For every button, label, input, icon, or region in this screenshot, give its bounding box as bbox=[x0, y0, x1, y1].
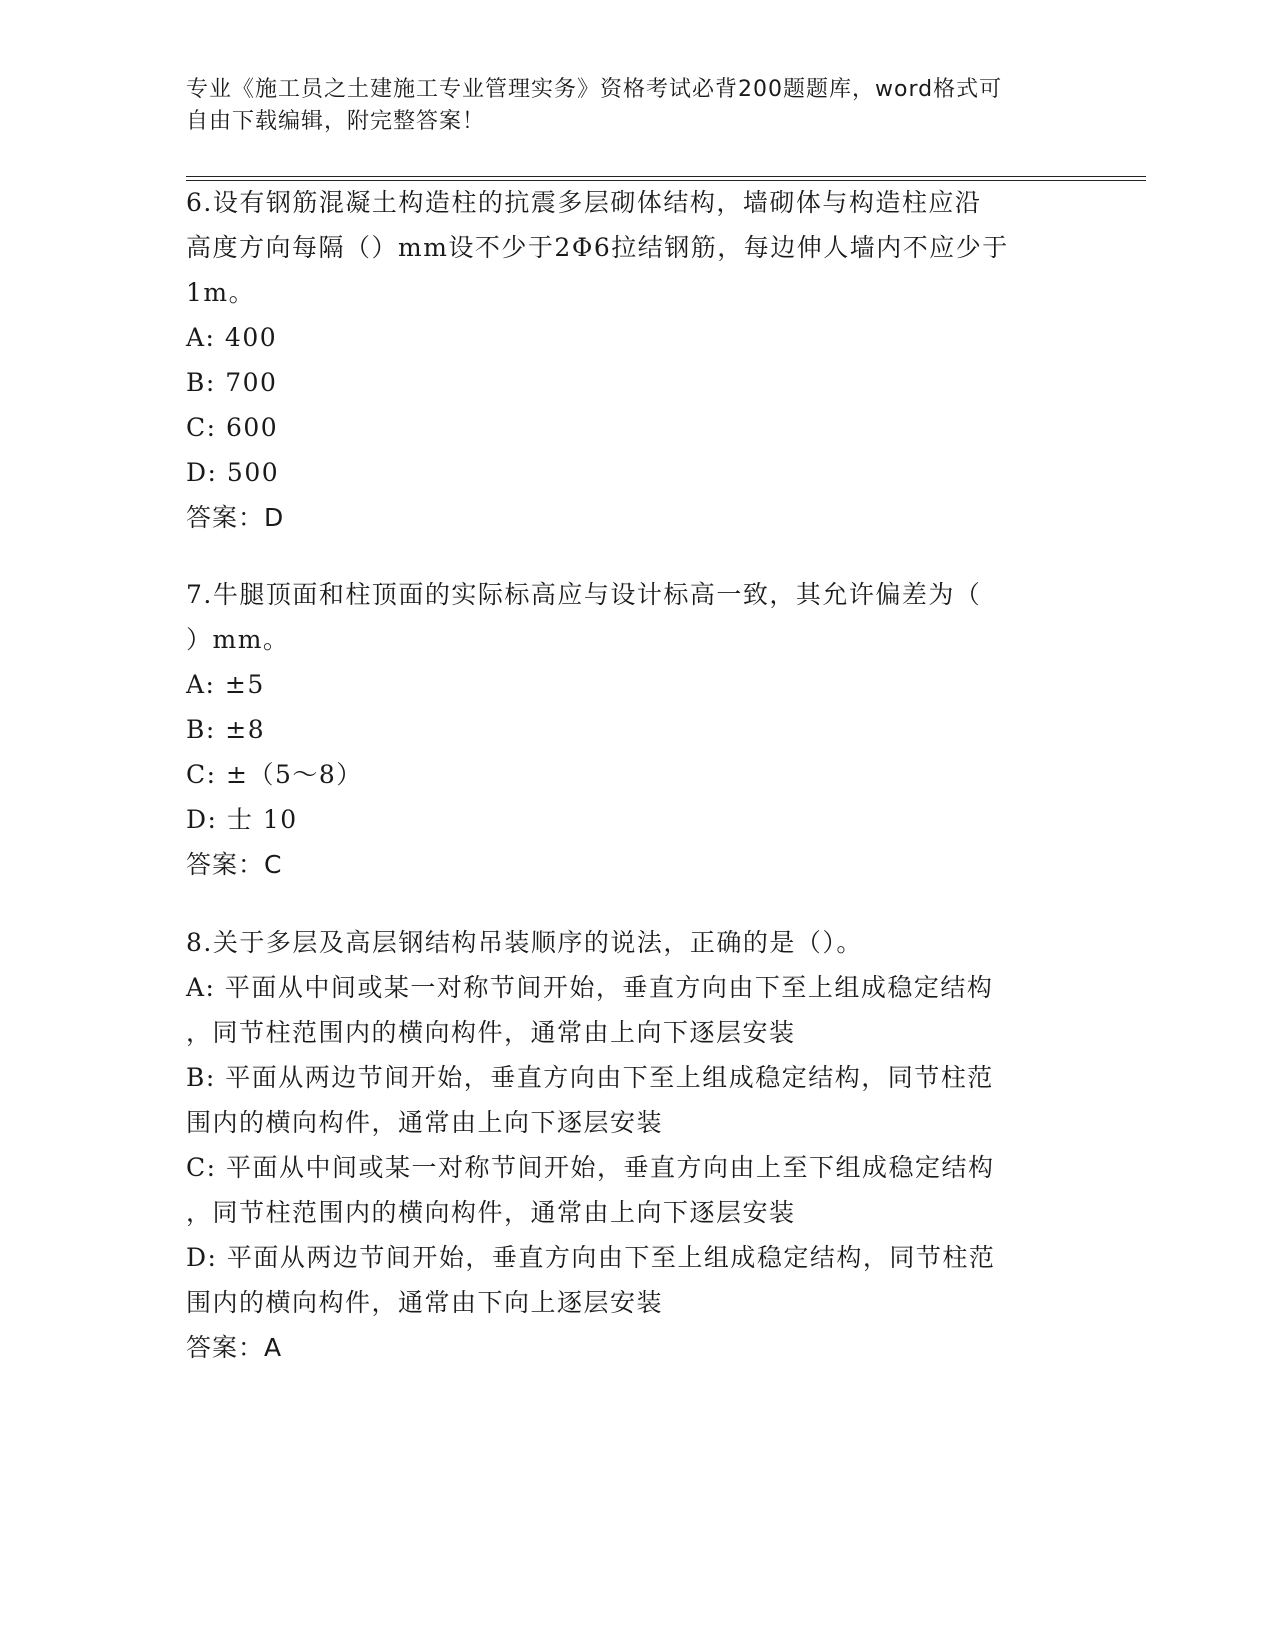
question-8 bbox=[186, 920, 1086, 1370]
option-line: B: 平面从两边节间开始，垂直方向由下至上组成稳定结构，同节柱范 bbox=[186, 1063, 994, 1092]
question-stem-line: 7.牛腿顶面和柱顶面的实际标高应与设计标高一致，其允许偏差为（ bbox=[186, 580, 982, 609]
answer: 答案：A bbox=[186, 1333, 283, 1362]
header-divider-top bbox=[186, 176, 1146, 177]
option-d bbox=[186, 1235, 1086, 1325]
document-header bbox=[186, 74, 1066, 138]
question-stem-line: ）mm。 bbox=[186, 625, 290, 654]
header-line: 自由下载编辑，附完整答案！ bbox=[186, 109, 486, 134]
option-d: D: 士 10 bbox=[186, 805, 298, 834]
option-line: 围内的横向构件，通常由下向上逐层安装 bbox=[186, 1288, 664, 1317]
option-c: C: 600 bbox=[186, 413, 279, 442]
question-stem-line: 8.关于多层及高层钢结构吊装顺序的说法，正确的是（）。 bbox=[186, 928, 863, 957]
option-a: A: 400 bbox=[186, 323, 278, 352]
question-stem-line: 6.设有钢筋混凝土构造柱的抗震多层砌体结构，墙砌体与构造柱应沿 bbox=[186, 188, 982, 217]
option-c: C: ±（5～8） bbox=[186, 760, 363, 789]
answer: 答案：D bbox=[186, 503, 285, 532]
option-line: C: 平面从中间或某一对称节间开始，垂直方向由上至下组成稳定结构 bbox=[186, 1153, 995, 1182]
option-line: D: 平面从两边节间开始，垂直方向由下至上组成稳定结构，同节柱范 bbox=[186, 1243, 996, 1272]
option-line: 围内的横向构件，通常由上向下逐层安装 bbox=[186, 1108, 664, 1137]
option-a: A: ±5 bbox=[186, 670, 265, 699]
option-b bbox=[186, 1055, 1086, 1145]
question-7 bbox=[186, 572, 1086, 887]
question-stem-line: 高度方向每隔（）mm设不少于2Φ6拉结钢筋，每边伸人墙内不应少于 bbox=[186, 233, 1009, 262]
option-a bbox=[186, 965, 1086, 1055]
header-line: 专业《施工员之土建施工专业管理实务》资格考试必背200题题库，word格式可 bbox=[186, 77, 1003, 102]
option-b: B: 700 bbox=[186, 368, 278, 397]
option-b: B: ±8 bbox=[186, 715, 266, 744]
question-6 bbox=[186, 180, 1086, 540]
option-line: ，同节柱范围内的横向构件，通常由上向下逐层安装 bbox=[186, 1198, 796, 1227]
option-c bbox=[186, 1145, 1086, 1235]
answer: 答案：C bbox=[186, 850, 283, 879]
option-line: A: 平面从中间或某一对称节间开始，垂直方向由下至上组成稳定结构 bbox=[186, 973, 994, 1002]
option-line: ，同节柱范围内的横向构件，通常由上向下逐层安装 bbox=[186, 1018, 796, 1047]
question-stem-line: 1m。 bbox=[186, 278, 256, 307]
option-d: D: 500 bbox=[186, 458, 280, 487]
